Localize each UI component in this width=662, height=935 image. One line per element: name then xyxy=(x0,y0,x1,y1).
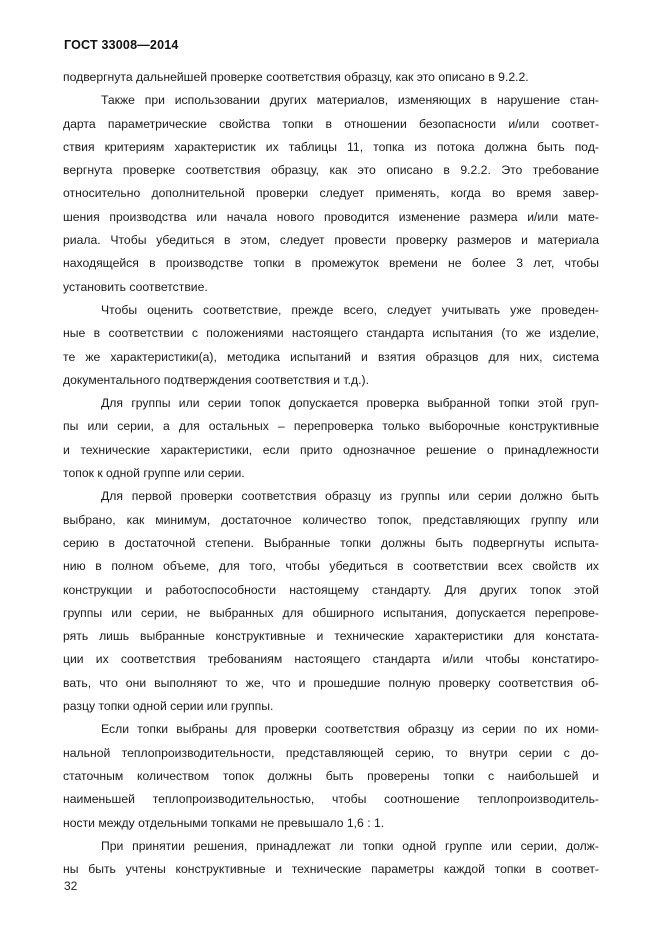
text-line: Если топки выбраны для проверки соответствия образцу из серии по их номи- xyxy=(101,722,599,737)
text-line: статочным количеством топок должны быть проверены топки с наибольшей и xyxy=(63,768,599,783)
paragraph xyxy=(63,89,599,299)
text-line: ности между отдельными топками не превышало 1,6 : 1. xyxy=(63,815,385,830)
paragraph xyxy=(63,299,599,392)
text-line: наименьшей теплопроизводительностью, чтобы соотношение теплопроизводитель- xyxy=(63,792,599,807)
text-line: серию в достаточной степени. Выбранные топки должны быть подвергнуты испыта- xyxy=(63,535,599,550)
text-line: разцу топки одной серии или группы. xyxy=(63,699,274,714)
standard-header: ГОСТ 33008—2014 xyxy=(64,38,179,52)
text-line: те же характеристики(а), методика испытаний и взятия образцов для них, система xyxy=(63,349,599,364)
text-line: ствия критериям характеристик их таблицы 11, топка из потока должна быть под- xyxy=(63,139,599,154)
text-line: нальной теплопроизводительности, представляющей серию, то внутри серии с до- xyxy=(63,745,599,760)
text-line: Для группы или серии топок допускается проверка выбранной топки этой груп- xyxy=(101,396,599,411)
text-line: относительно дополнительной проверки следует применять, когда во время завер- xyxy=(63,186,599,201)
text-line: рять лишь выбранные конструктивные и технические характеристики для констата- xyxy=(63,629,599,644)
text-line: документального подтверждения соответствия и т.д.). xyxy=(63,372,369,387)
text-line: ные в соответствии с положениями настоящего стандарта испытания (то же изделие, xyxy=(63,326,599,341)
text-line: топок к одной группе или серии. xyxy=(63,466,245,481)
text-line: конструкции и работоспособности настоящему стандарту. Для других топок этой xyxy=(63,582,599,597)
text-line: установить соответствие. xyxy=(63,279,208,294)
text-line: шения производства или начала нового проводится изменение размера и/или мате- xyxy=(63,209,599,224)
paragraph xyxy=(63,485,599,718)
text-line: подвергнута дальнейшей проверке соответствия образцу, как это описано в 9.2.2. xyxy=(63,70,529,84)
text-line: риала. Чтобы убедиться в этом, следует провести проверку размеров и материала xyxy=(63,233,599,248)
page-number: 32 xyxy=(64,879,78,893)
text-line: выбрано, как минимум, достаточное количество топок, представляющих группу или xyxy=(63,512,599,527)
text-line: и технические характеристики, если прито однозначное решение о принадлежности xyxy=(63,442,599,457)
paragraph xyxy=(63,718,599,834)
paragraph xyxy=(63,66,599,89)
text-line: При принятии решения, принадлежат ли топки одной группе или серии, долж- xyxy=(101,838,599,853)
text-line: Также при использовании других материалов, изменяющих в нарушение стан- xyxy=(101,93,599,108)
text-line: Для первой проверки соответствия образцу из группы или серии должно быть xyxy=(101,489,599,504)
text-line: Чтобы оценить соответствие, прежде всего, следует учитывать уже проведен- xyxy=(101,302,599,317)
text-line: вать, что они выполняют то же, что и прошедшие полную проверку соответствия об- xyxy=(63,675,599,690)
text-line: пы или серии, а для остальных – перепроверка только выборочные конструктивные xyxy=(63,419,599,434)
paragraph xyxy=(63,392,599,485)
text-line: группы или серии, не выбранных для обширного испытания, допускается перепрове- xyxy=(63,605,599,620)
text-line: нию в полном объеме, для того, чтобы убедиться в соответствии всех свойств их xyxy=(63,559,599,574)
text-line: дарта параметрические свойства топки в отношении безопасности и/или соответ- xyxy=(63,116,599,131)
paragraph xyxy=(63,835,599,882)
document-body xyxy=(63,66,599,881)
text-line: ны быть учтены конструктивные и технические параметры каждой топки в соответ- xyxy=(63,862,599,877)
text-line: ции их соответствия требованиям настоящего стандарта и/или чтобы констатиро- xyxy=(63,652,599,667)
text-line: вергнута проверке соответствия образцу, как это описано в 9.2.2. Это требование xyxy=(63,163,599,178)
text-line: находящейся в производстве топки в промежуток времени не более 3 лет, чтобы xyxy=(63,256,599,271)
